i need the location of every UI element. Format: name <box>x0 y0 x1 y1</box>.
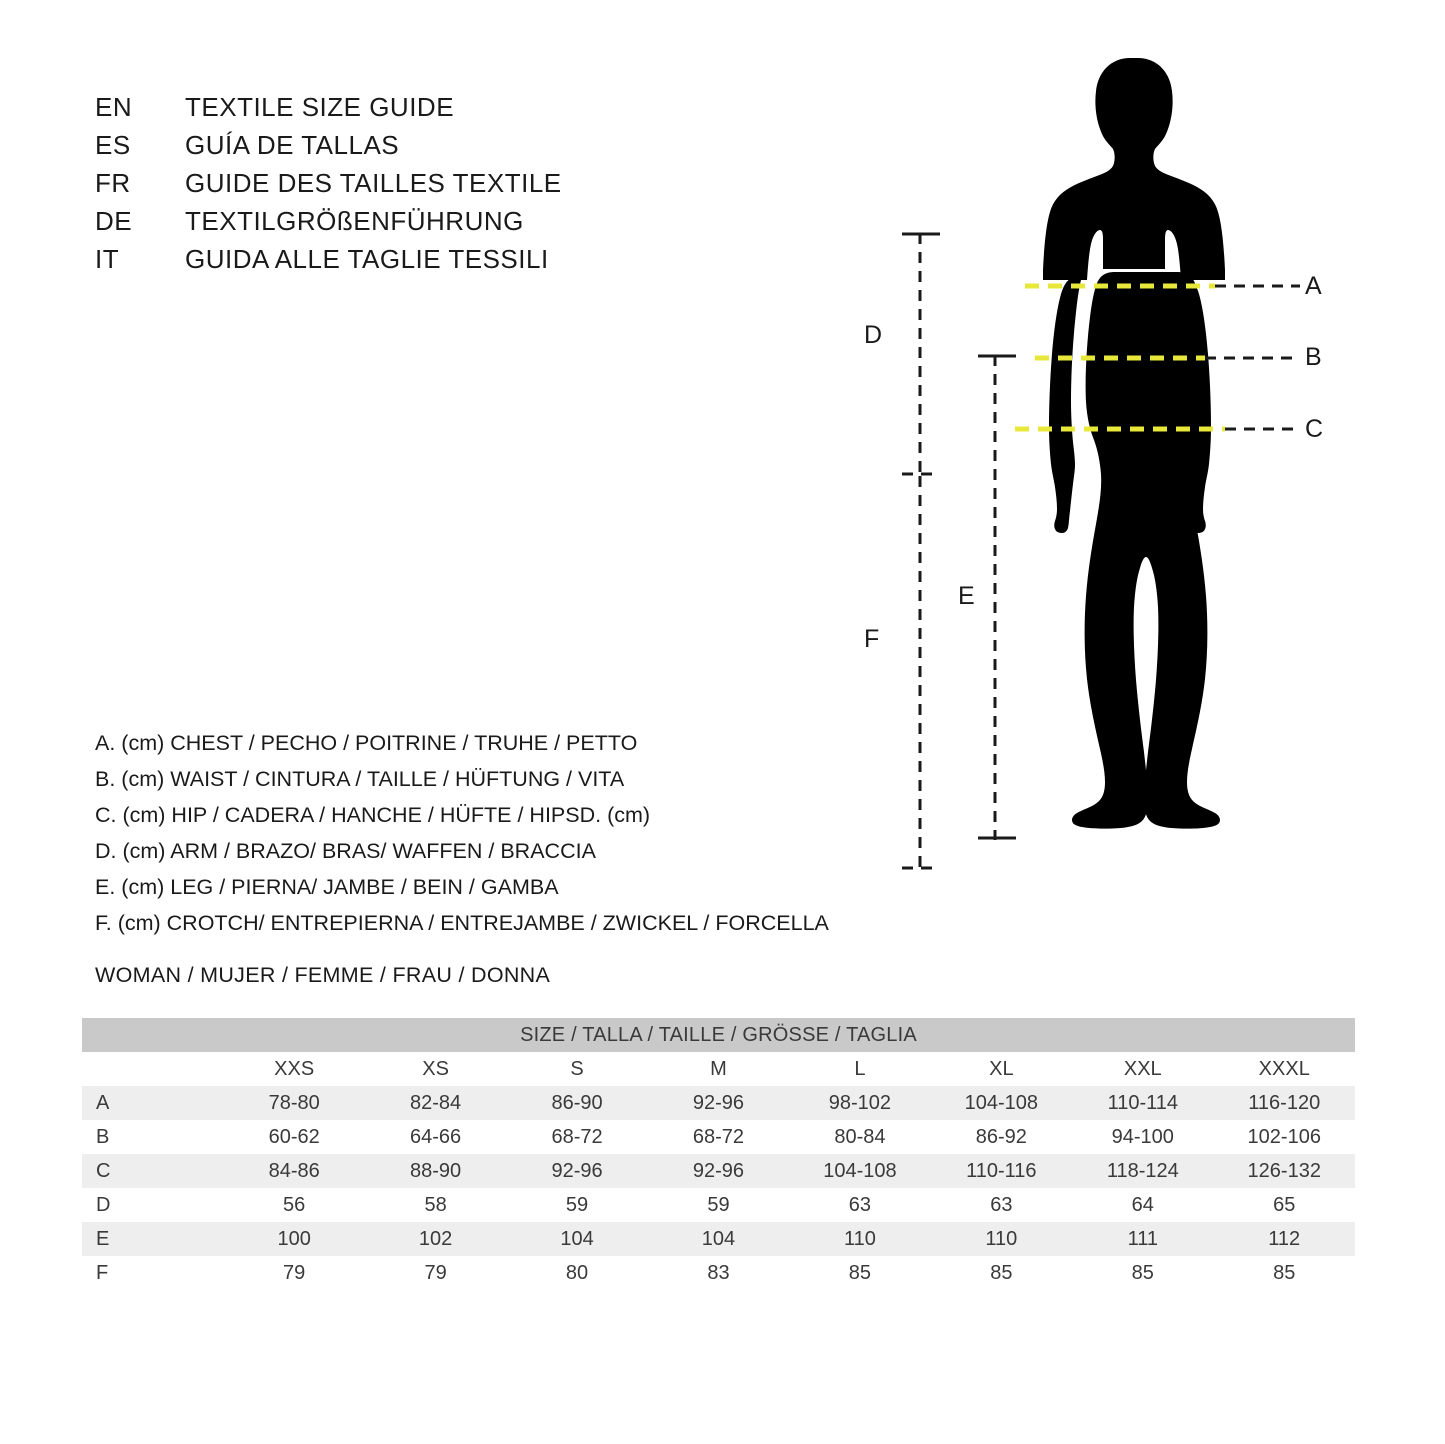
legend-item-e: E. (cm) LEG / PIERNA/ JAMBE / BEIN / GAMBA <box>95 875 559 899</box>
marker-label-c: C <box>1305 415 1324 443</box>
column-header-xxl: XXL <box>1072 1052 1213 1086</box>
leg-dimension-bracket <box>978 355 1016 840</box>
cell-c-l: 104-108 <box>789 1154 930 1188</box>
cell-e-xxl: 111 <box>1072 1222 1213 1256</box>
cell-e-xs: 102 <box>365 1222 506 1256</box>
title-row <box>95 92 562 130</box>
cell-e-l: 110 <box>789 1222 930 1256</box>
cell-d-s: 59 <box>506 1188 647 1222</box>
title-row <box>95 244 562 282</box>
title-lang-fr: FR <box>95 168 131 198</box>
cell-a-xxxl: 116-120 <box>1214 1086 1356 1120</box>
table-row <box>82 1222 1355 1256</box>
row-label-b: B <box>82 1120 223 1154</box>
cell-d-xxxl: 65 <box>1214 1188 1356 1222</box>
title-lang-es: ES <box>95 130 131 160</box>
row-label-header <box>82 1052 223 1086</box>
cell-f-xl: 85 <box>931 1256 1072 1290</box>
title-lang-it: IT <box>95 244 120 274</box>
cell-a-xxl: 110-114 <box>1072 1086 1213 1120</box>
size-table-wrapper <box>82 1018 1355 1290</box>
cell-e-xl: 110 <box>931 1222 1072 1256</box>
woman-silhouette-icon <box>1043 58 1225 829</box>
cell-d-xs: 58 <box>365 1188 506 1222</box>
cell-c-xl: 110-116 <box>931 1154 1072 1188</box>
cell-d-xl: 63 <box>931 1188 1072 1222</box>
cell-d-m: 59 <box>648 1188 789 1222</box>
cell-e-xxs: 100 <box>223 1222 364 1256</box>
title-text-es: GUÍA DE TALLAS <box>185 130 400 160</box>
legend-item-b: B. (cm) WAIST / CINTURA / TAILLE / HÜFTUNG / VITA <box>95 767 625 791</box>
title-text-fr: GUIDE DES TAILLES TEXTILE <box>185 168 562 198</box>
title-row <box>95 168 562 206</box>
cell-b-xxxl: 102-106 <box>1214 1120 1356 1154</box>
cell-b-xxs: 60-62 <box>223 1120 364 1154</box>
table-row <box>82 1154 1355 1188</box>
table-header-row <box>82 1018 1355 1052</box>
cell-a-s: 86-90 <box>506 1086 647 1120</box>
crotch-dimension-bracket <box>902 476 940 870</box>
cell-c-s: 92-96 <box>506 1154 647 1188</box>
cell-a-l: 98-102 <box>789 1086 930 1120</box>
cell-e-m: 104 <box>648 1222 789 1256</box>
title-block <box>95 92 562 282</box>
cell-b-xl: 86-92 <box>931 1120 1072 1154</box>
table-row <box>82 1086 1355 1120</box>
title-row <box>95 206 562 244</box>
measurement-diagram <box>830 40 1390 940</box>
cell-c-m: 92-96 <box>648 1154 789 1188</box>
cell-b-xs: 64-66 <box>365 1120 506 1154</box>
cell-e-xxxl: 112 <box>1214 1222 1356 1256</box>
title-text-en: TEXTILE SIZE GUIDE <box>185 92 455 122</box>
cell-a-xl: 104-108 <box>931 1086 1072 1120</box>
cell-d-xxl: 64 <box>1072 1188 1213 1222</box>
row-label-a: A <box>82 1086 223 1120</box>
title-text-de: TEXTILGRÖßENFÜHRUNG <box>185 206 524 236</box>
row-label-f: F <box>82 1256 223 1290</box>
column-header-xxs: XXS <box>223 1052 364 1086</box>
title-text-it: GUIDA ALLE TAGLIE TESSILI <box>185 244 549 274</box>
table-row <box>82 1256 1355 1290</box>
column-header-xl: XL <box>931 1052 1072 1086</box>
legend-item-a: A. (cm) CHEST / PECHO / POITRINE / TRUHE / PETTO <box>95 731 638 755</box>
dimension-label-f: F <box>864 625 880 653</box>
legend-block <box>95 725 829 941</box>
title-row <box>95 130 562 168</box>
cell-b-l: 80-84 <box>789 1120 930 1154</box>
column-header-s: S <box>506 1052 647 1086</box>
cell-a-xs: 82-84 <box>365 1086 506 1120</box>
cell-f-s: 80 <box>506 1256 647 1290</box>
cell-d-l: 63 <box>789 1188 930 1222</box>
cell-d-xxs: 56 <box>223 1188 364 1222</box>
woman-silhouette-figure <box>830 40 1390 940</box>
cell-a-m: 92-96 <box>648 1086 789 1120</box>
cell-f-xxl: 85 <box>1072 1256 1213 1290</box>
cell-f-xs: 79 <box>365 1256 506 1290</box>
table-header-label: SIZE / TALLA / TAILLE / GRÖSSE / TAGLIA <box>82 1018 1355 1052</box>
dimension-label-d: D <box>864 321 883 349</box>
cell-f-m: 83 <box>648 1256 789 1290</box>
cell-f-xxs: 79 <box>223 1256 364 1290</box>
legend-item-d: D. (cm) ARM / BRAZO/ BRAS/ WAFFEN / BRACCIA <box>95 839 596 863</box>
table-row <box>82 1120 1355 1154</box>
column-header-l: L <box>789 1052 930 1086</box>
cell-c-xs: 88-90 <box>365 1154 506 1188</box>
row-label-e: E <box>82 1222 223 1256</box>
table-row <box>82 1188 1355 1222</box>
cell-b-m: 68-72 <box>648 1120 789 1154</box>
arm-dimension-bracket <box>902 233 940 475</box>
row-label-d: D <box>82 1188 223 1222</box>
marker-label-b: B <box>1305 343 1322 371</box>
cell-a-xxs: 78-80 <box>223 1086 364 1120</box>
table-column-header-row <box>82 1052 1355 1086</box>
gender-label: WOMAN / MUJER / FEMME / FRAU / DONNA <box>95 963 551 987</box>
legend-item-c: C. (cm) HIP / CADERA / HANCHE / HÜFTE / HIPSD. (cm) <box>95 803 651 827</box>
row-label-c: C <box>82 1154 223 1188</box>
cell-f-l: 85 <box>789 1256 930 1290</box>
cell-c-xxxl: 126-132 <box>1214 1154 1356 1188</box>
cell-c-xxs: 84-86 <box>223 1154 364 1188</box>
size-table <box>82 1018 1355 1290</box>
dimension-label-e: E <box>958 582 975 610</box>
cell-c-xxl: 118-124 <box>1072 1154 1213 1188</box>
column-header-xs: XS <box>365 1052 506 1086</box>
cell-b-s: 68-72 <box>506 1120 647 1154</box>
column-header-xxxl: XXXL <box>1214 1052 1356 1086</box>
legend-item-f: F. (cm) CROTCH/ ENTREPIERNA / ENTREJAMBE / ZWICKEL / FORCELLA <box>95 911 829 935</box>
cell-b-xxl: 94-100 <box>1072 1120 1213 1154</box>
column-header-m: M <box>648 1052 789 1086</box>
marker-label-a: A <box>1305 272 1322 300</box>
cell-f-xxxl: 85 <box>1214 1256 1356 1290</box>
title-lang-de: DE <box>95 206 133 236</box>
cell-e-s: 104 <box>506 1222 647 1256</box>
title-lang-en: EN <box>95 92 133 122</box>
